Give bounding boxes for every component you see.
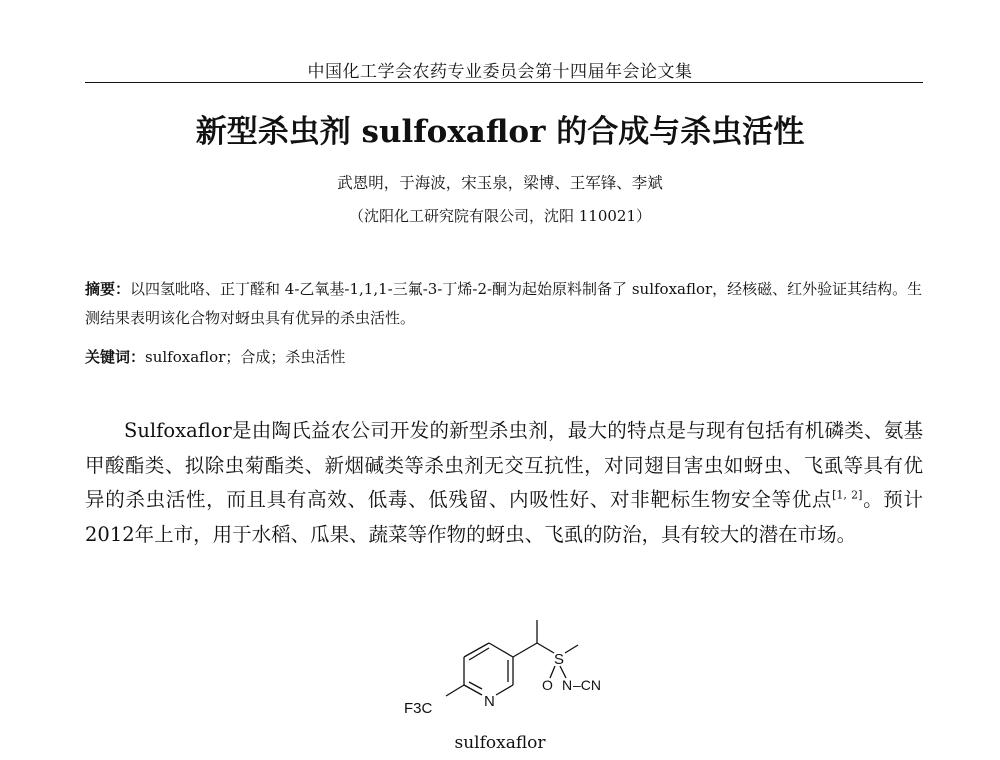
chemical-structure-diagram [400,618,620,728]
body-text [85,414,923,552]
paper-title: 新型杀虫剂 sulfoxaflor 的合成与杀虫活性 [195,114,805,150]
abstract-label: 摘要： [85,280,131,298]
group-cn: –CN [573,677,602,693]
figure-caption: sulfoxaflor [454,733,546,753]
paragraph-text: Sulfoxaflor是由陶氏益农公司开发的新型杀虫剂，最大的特点是与现有包括有机磷类、氨基甲酸酯类、拟除虫菊酯类、新烟碱类等杀虫剂无交互抗性，对同翅目害虫如蚜虫、飞虱等具有优异的杀虫活性，而且具有高效、低毒、低残留、内吸性好、对非靶标生物安全等优点 [85,419,923,511]
keywords-text: sulfoxaflor；合成；杀虫活性 [145,348,346,366]
author-list: 武恩明，于海波，宋玉泉，梁博、王军锋、李斌 [337,174,663,192]
header-rule [85,82,923,83]
affiliation: （沈阳化工研究院有限公司，沈阳 110021） [348,207,652,225]
atom-n-ring: N [484,693,495,710]
atom-f3c: F3C [404,700,433,717]
citation-ref: [1, 2] [832,488,863,502]
keywords [85,346,923,367]
atom-n-imine: N [562,677,573,693]
abstract-text: 以四氢吡咯、正丁醛和 4-乙氧基-1,1,1-三氟-3-丁烯-2-酮为起始原料制备了 sulfoxaflor，经核磁、红外验证其结构。生测结果表明该化合物对蚜虫具有优异的杀虫活性。 [85,280,923,327]
keywords-label: 关键词： [85,348,146,366]
abstract [85,275,923,333]
body-paragraph [85,414,923,552]
paragraph-text-cont: 。预计2012年上市，用于水稻、瓜果、蔬菜等作物的蚜虫、飞虱的防治，具有较大的潜在市场。 [85,488,923,546]
running-header: 中国化工学会农药专业委员会第十四届年会论文集 [307,62,693,82]
atom-s: S [554,651,565,668]
atom-o: O [542,677,553,693]
